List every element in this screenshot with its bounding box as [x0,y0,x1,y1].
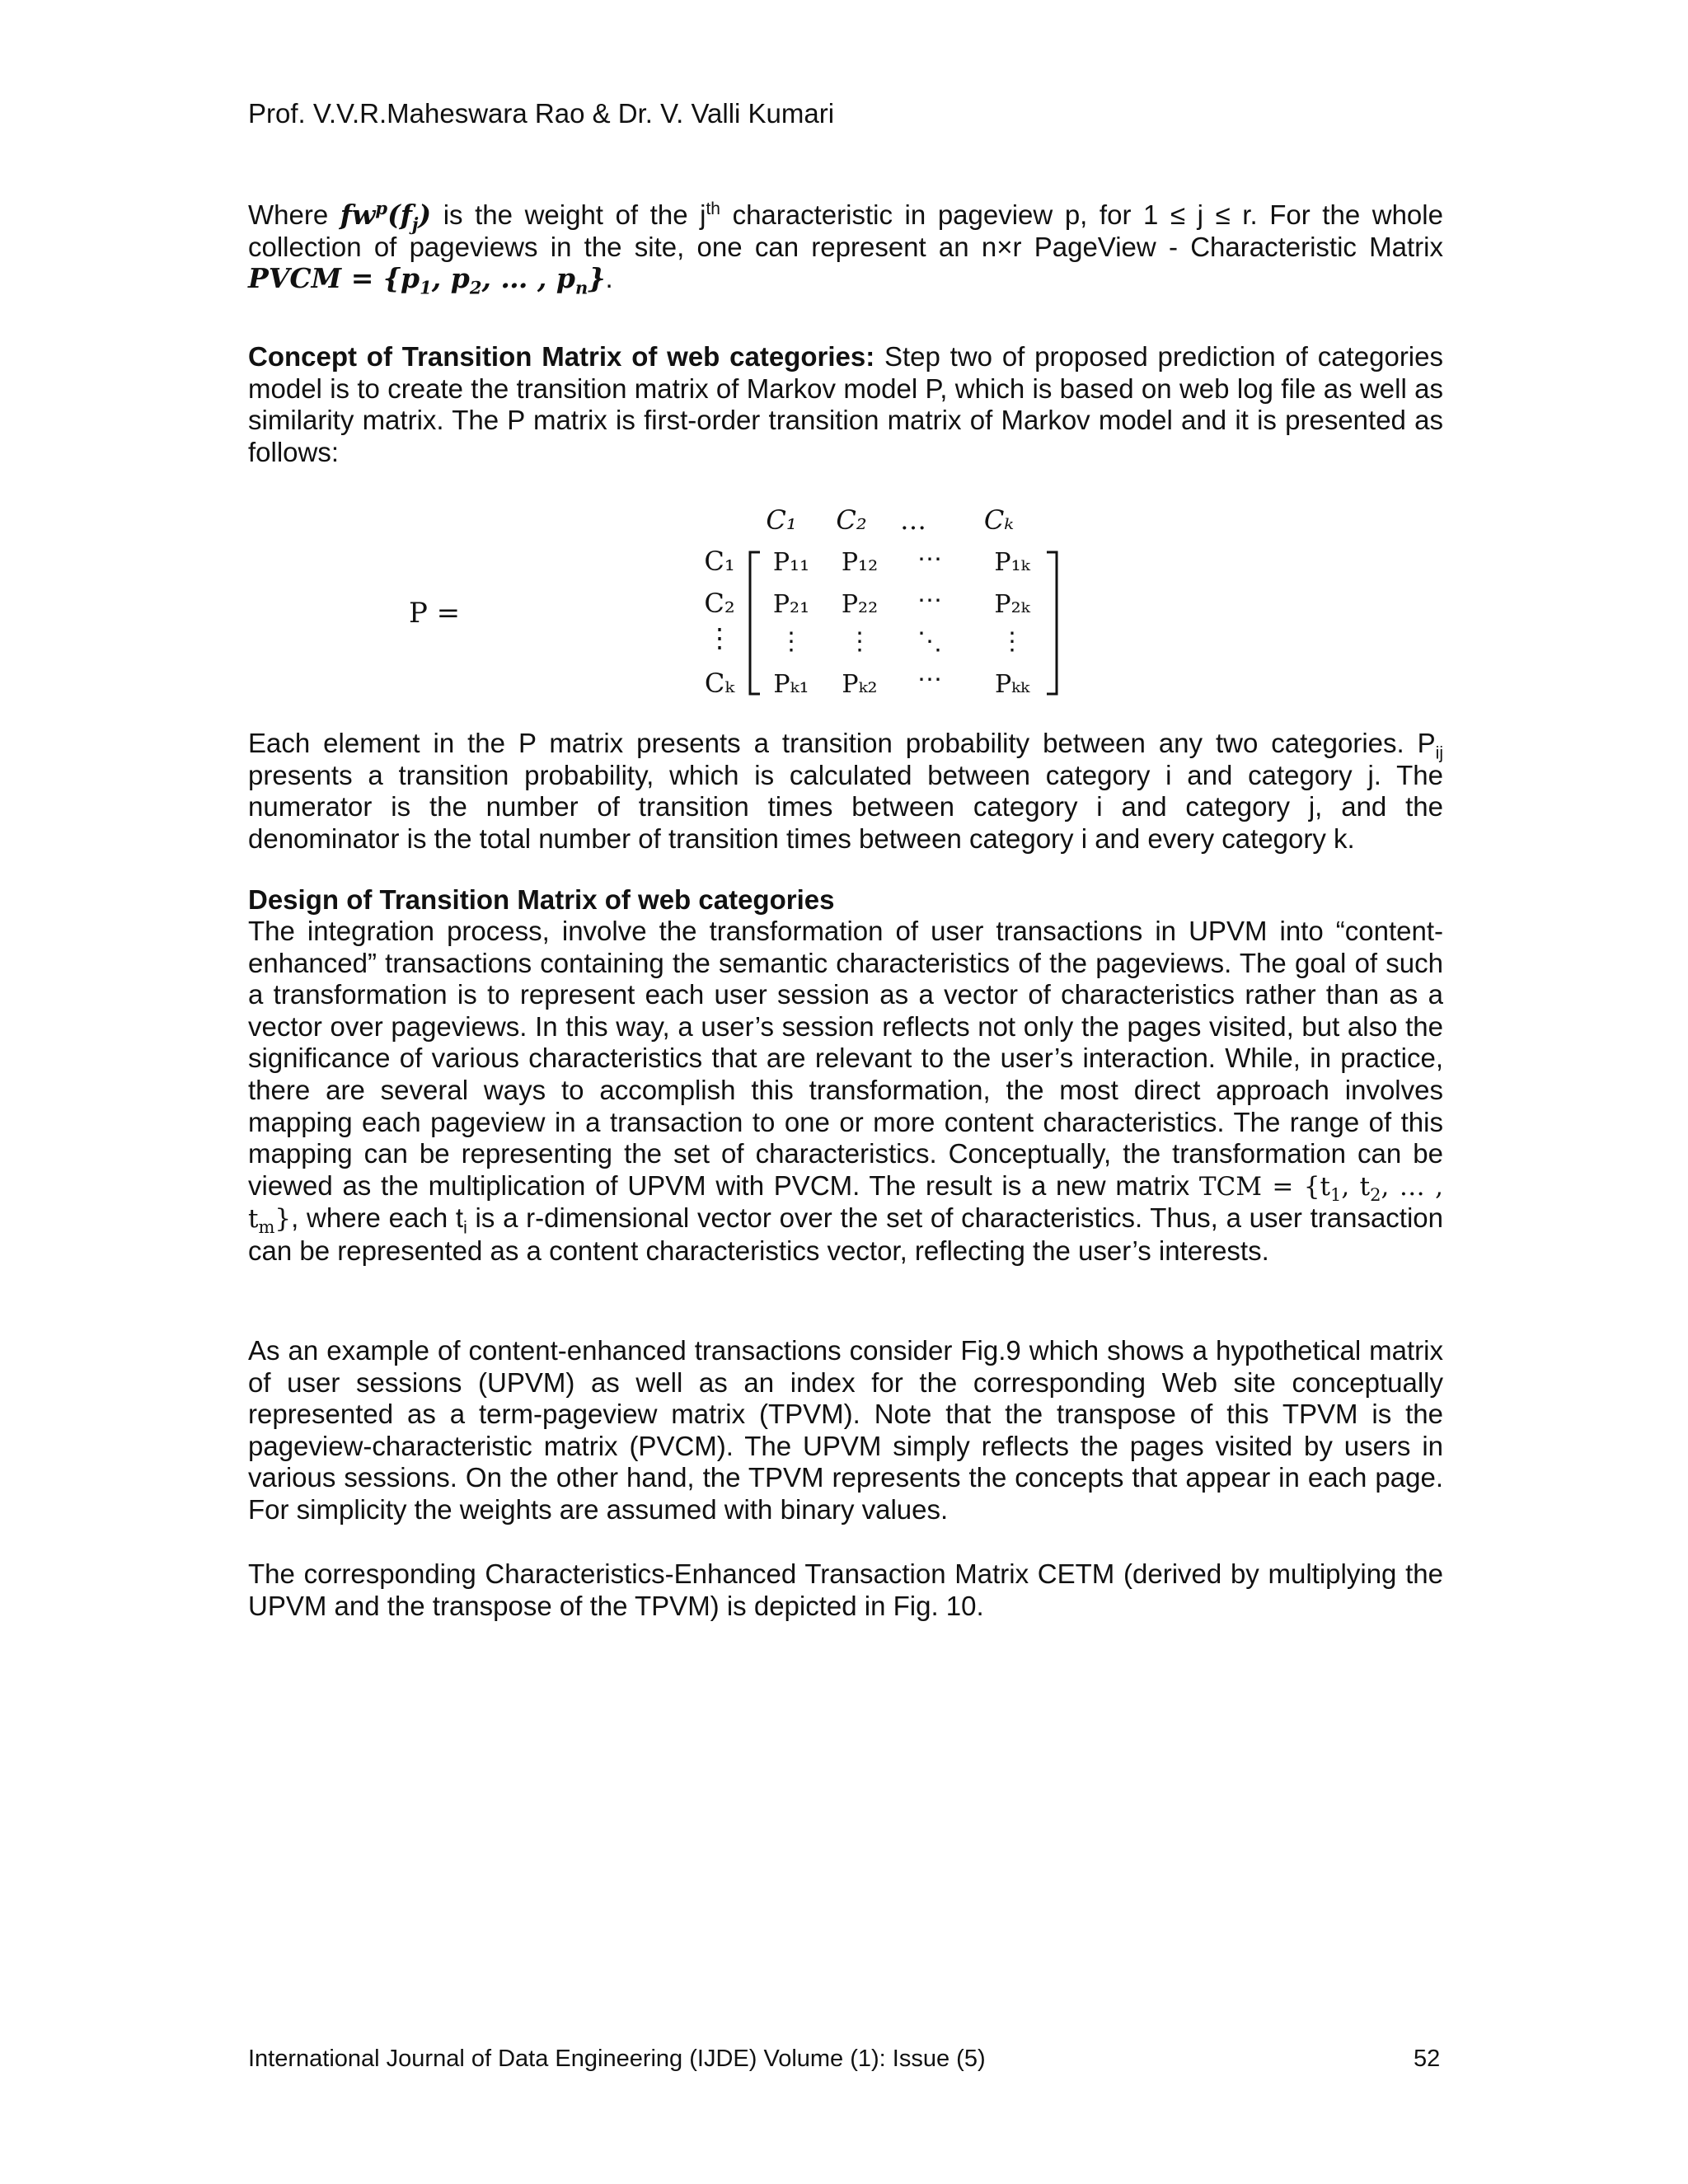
formula-sub: 1 [420,277,432,298]
matrix-cell: ⋮ [1000,627,1025,656]
subscript-i: i [463,1218,467,1238]
matrix-cell: Pₖ₁ [773,670,809,699]
text-span: is a r-dimensional vector over the set of characteristics. Thus, a user transaction can be represented as a content characteristics vector, reflecting the user’s interests. [248,1202,1444,1266]
row-label: ⋮ [706,622,733,654]
text-span: Each element in the P matrix presents a transition probability between any two categories. P [248,728,1436,758]
text-span: is the weight of the j [431,199,706,230]
formula-sub: 2 [1370,1184,1381,1205]
formula-sup: p [375,198,388,218]
running-header: Prof. V.V.R.Maheswara Rao & Dr. V. Valli Kumari [248,98,835,129]
matrix-cell: P₂ₖ [994,590,1030,619]
formula-part: PVCM = {p [248,262,420,295]
formula-part: } [274,1204,292,1235]
superscript-th: th [706,199,720,218]
row-label: Cₖ [704,668,735,699]
col-header: C₂ [836,504,867,536]
paragraph-text: As an example of content-enhanced transactions consider Fig.9 which shows a hypothetical matrix of user sessions (UPVM) as well as an index for the corresponding Web site conceptually represented as a term-pageview matrix (TPVM). Note that the transpose of this TPVM is the pageview-characteristic matrix (PVCM). The UPVM simply reflects the pages visited by users in various sessions. On the other hand, the TPVM represents the concepts that appear in each page. For simplicity the weights are assumed with binary values. [248,1335,1443,1525]
inline-heading: Concept of Transition Matrix of web categories: [248,341,875,372]
paragraph-text [248,728,1443,855]
formula-sub: n [574,277,588,298]
formula-part: fw [340,199,376,231]
formula-part: ) [418,199,432,231]
text-span: characteristic in pageview p, for 1 ≤ j ≤ r. For the whole collection of pageviews in the site, one can represent an n×r PageView - Characteristic Matrix [248,199,1443,262]
row-label: C₂ [704,588,735,619]
formula-part: , p [431,262,470,295]
paragraph-cetm [248,1558,1443,1622]
paragraph-text [248,341,1443,468]
formula-part: , … , t [248,1171,1443,1235]
formula-sub: 1 [1329,1184,1342,1205]
text-span: presents a transition probability, which is calculated between category i and category j. The numerator is the number of transition times between category i and category j, and the denominator is the total number of transition times between category i and every category k. [248,759,1443,854]
matrix-cell: Pₖₖ [994,670,1030,699]
row-label: C₁ [704,546,735,577]
paragraph-transition-concept [248,341,1443,468]
matrix-cell: Pₖ₂ [842,670,878,699]
right-bracket [1047,552,1057,694]
paragraph-matrix-explanation [248,728,1443,855]
formula-part: (f [387,199,412,231]
page-number: 52 [1414,2046,1441,2072]
matrix-cell: P₂₂ [841,590,879,619]
text-span: The integration process, involve the transformation of user transactions in UPVM into “content-enhanced” transactions containing the semantic characteristics of the pageviews. The goal of such a transformation is to represent each user session as a vector of characteristics rather than as a vector over pageviews. In this way, a user’s session reflects not only the pages visited, but also the significance of various characteristics that are relevant to the user’s interaction. While, in practice, there are several ways to accomplish this transformation, the most direct approach involves mapping each pageview in a transaction to one or more content characteristics. The range of this mapping can be representing the set of characteristics. Conceptually, the transformation can be viewed as the multiplication of UPVM with PVCM. The result is a new matrix [248,916,1443,1201]
paragraph-integration-process [248,916,1443,1268]
paragraph-text [248,916,1443,1268]
matrix-cell: ⋮ [847,627,872,656]
text-span: . [605,263,613,294]
matrix-cell: P₁ₖ [994,548,1030,577]
matrix-cell: ⋱ [917,627,942,656]
col-header: C₁ [766,504,797,536]
formula-sub: 2 [469,277,482,298]
text-span: , where each t [291,1202,464,1234]
section-heading: Design of Transition Matrix of web categories [248,884,835,915]
formula-sub: m [258,1217,275,1238]
paragraph-text [248,198,1443,298]
formula-part: } [588,262,606,295]
matrix-cell: ⋮ [779,627,804,656]
paragraph-example [248,1335,1443,1526]
transition-matrix-figure [379,494,1080,702]
left-bracket [750,552,760,694]
footer-journal: International Journal of Data Engineering (IJDE) Volume (1): Issue (5) [248,2046,986,2072]
formula-part: , t [1341,1171,1371,1202]
formula-part: , … , p [481,262,575,295]
paragraph-weight-definition [248,198,1443,298]
formula-sub: j [411,213,419,235]
matrix-cell: P₁₂ [841,548,879,577]
subscript-ij: ij [1435,743,1443,763]
formula-fw [340,198,432,235]
text-span: Where [248,199,340,230]
col-header: … [900,504,926,536]
col-header: Cₖ [983,504,1015,536]
paragraph-text: The corresponding Characteristics-Enhanced Transaction Matrix CETM (derived by multiplying the UPVM and the transpose of the TPVM) is depicted in Fig. 10. [248,1558,1443,1621]
matrix-cell: ⋯ [917,665,942,694]
matrix-cell: P₁₁ [772,548,810,577]
text-span: Step two of proposed prediction of categories model is to create the transition matrix of Markov model P, which is based on web log file as well as similarity matrix. The P matrix is first-order transition matrix of Markov model and it is presented as follows: [248,341,1443,467]
matrix-cell: ⋯ [917,545,942,574]
matrix-lhs: P = [409,597,461,630]
matrix-cell: P₂₁ [772,590,810,619]
matrix-cell: ⋯ [917,586,942,615]
formula-part: TCM = {t [1198,1171,1330,1202]
formula-pvcm [248,262,606,298]
